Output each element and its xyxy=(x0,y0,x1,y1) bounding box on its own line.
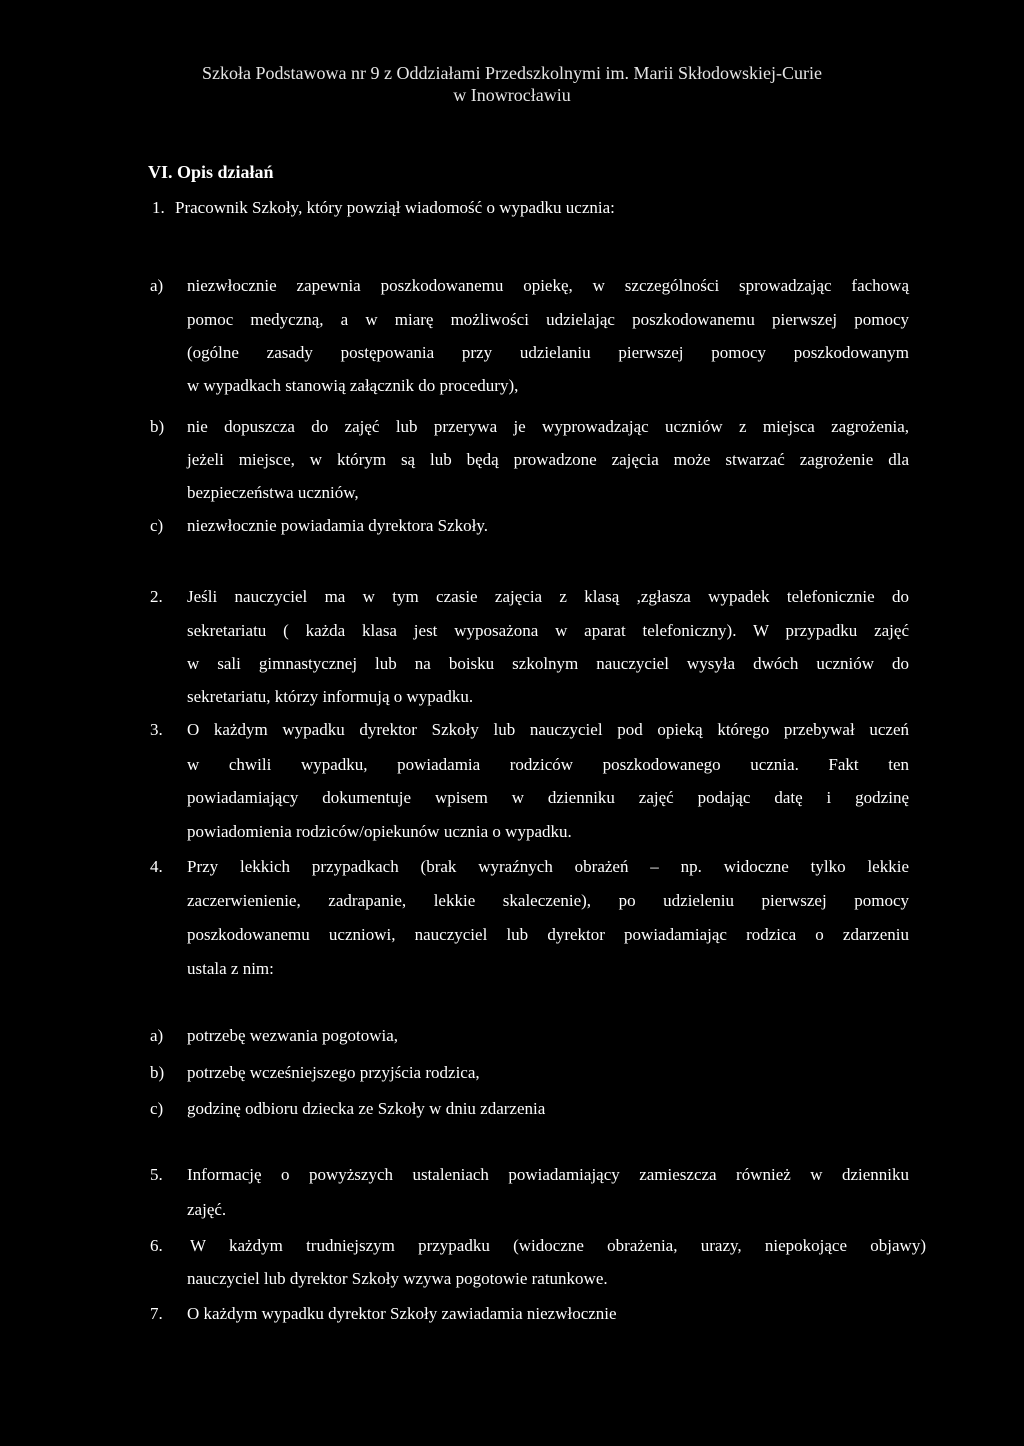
item-3-line: powiadamiający dokumentuje wpisem w dzienniku zajęć podając datę i godzinę xyxy=(187,788,909,807)
item-2-number: 2. xyxy=(150,587,163,606)
item-4c-marker: c) xyxy=(150,1099,164,1118)
item-1a-line: niezwłocznie zapewnia poszkodowanemu opiekę, w szczególności sprowadzając fachową xyxy=(187,276,909,295)
item-4-line: poszkodowanemu uczniowi, nauczyciel lub dyrektor powiadamiając rodzica o zdarzeniu xyxy=(187,925,909,944)
item-2-line: sekretariatu ( każda klasa jest wyposażona w aparat telefoniczny). W przypadku zajęć xyxy=(187,621,909,640)
item-4-number: 4. xyxy=(150,857,163,876)
item-3-line: powiadomienia rodziców/opiekunów ucznia o wypadku. xyxy=(187,822,572,841)
item-3-number: 3. xyxy=(150,720,163,739)
item-1b-marker: b) xyxy=(150,417,165,436)
item-2-line: w sali gimnastycznej lub na boisku szkolnym nauczyciel wysyła dwóch uczniów do xyxy=(187,654,909,673)
item-2-line: sekretariatu, którzy informują o wypadku. xyxy=(187,687,474,706)
item-1b-line: jeżeli miejsce, w którym są lub będą prowadzone zajęcia może stwarzać zagrożenie dla xyxy=(187,450,909,469)
item-1a-line: (ogólne zasady postępowania przy udzielaniu pierwszej pomocy poszkodowanym xyxy=(187,343,909,362)
section-title: VI. Opis działań xyxy=(148,162,274,182)
item-6-line: W każdym trudniejszym przypadku (widoczne obrażenia, urazy, niepokojące objawy) xyxy=(190,1236,926,1255)
item-7-number: 7. xyxy=(150,1304,163,1323)
item-1-text: Pracownik Szkoły, który powziął wiadomość o wypadku ucznia: xyxy=(175,198,615,217)
item-2-line: Jeśli nauczyciel ma w tym czasie zajęcia z klasą ,zgłasza wypadek telefonicznie do xyxy=(187,587,909,606)
item-1b-line: bezpieczeństwa uczniów, xyxy=(187,483,359,502)
item-1b-line: nie dopuszcza do zajęć lub przerywa je wyprowadzając uczniów z miejsca zagrożenia, xyxy=(187,417,909,436)
item-5-number: 5. xyxy=(150,1165,163,1184)
item-1a-line: w wypadkach stanowią załącznik do procedury), xyxy=(187,376,519,395)
item-5-line: Informację o powyższych ustaleniach powiadamiający zamieszcza również w dzienniku xyxy=(187,1165,909,1184)
item-3-line: O każdym wypadku dyrektor Szkoły lub nauczyciel pod opieką którego przebywał uczeń xyxy=(187,720,909,739)
header-school-name: Szkoła Podstawowa nr 9 z Oddziałami Przedszkolnymi im. Marii Skłodowskiej-Curie xyxy=(202,63,822,83)
item-4-line: ustala z nim: xyxy=(187,959,274,978)
item-4-line: zaczerwienienie, zadrapanie, lekkie skaleczenie), po udzieleniu pierwszej pomocy xyxy=(187,891,909,910)
header-city: w Inowrocławiu xyxy=(453,85,571,105)
item-5-line: zajęć. xyxy=(187,1200,227,1219)
item-1a-line: pomoc medyczną, a w miarę możliwości udzielając poszkodowanemu pierwszej pomocy xyxy=(187,310,909,329)
document-header xyxy=(0,62,1024,106)
item-3-line: w chwili wypadku, powiadamia rodziców poszkodowanego ucznia. Fakt ten xyxy=(187,755,909,774)
item-4b-marker: b) xyxy=(150,1063,165,1082)
item-7-text: O każdym wypadku dyrektor Szkoły zawiadamia niezwłocznie xyxy=(187,1304,617,1323)
item-4b-text: potrzebę wcześniejszego przyjścia rodzica, xyxy=(187,1063,480,1082)
item-4c-text: godzinę odbioru dziecka ze Szkoły w dniu zdarzenia xyxy=(187,1099,546,1118)
item-1-number: 1. xyxy=(152,198,165,217)
item-4a-marker: a) xyxy=(150,1026,164,1045)
item-1c-marker: c) xyxy=(150,516,164,535)
item-6-line: nauczyciel lub dyrektor Szkoły wzywa pogotowie ratunkowe. xyxy=(187,1269,608,1288)
item-1c-line: niezwłocznie powiadamia dyrektora Szkoły. xyxy=(187,516,489,535)
item-4-line: Przy lekkich przypadkach (brak wyraźnych obrażeń – np. widoczne tylko lekkie xyxy=(187,857,909,876)
item-4a-text: potrzebę wezwania pogotowia, xyxy=(187,1026,398,1045)
item-1a-marker: a) xyxy=(150,276,164,295)
item-6-number: 6. xyxy=(150,1236,163,1255)
